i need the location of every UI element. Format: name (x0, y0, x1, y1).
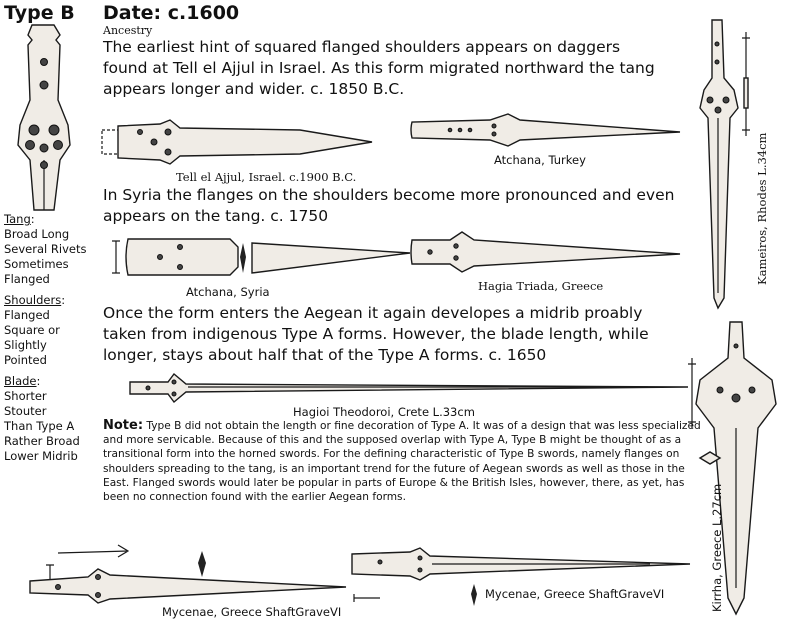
blade-line: Lower Midrib (4, 449, 78, 463)
type-title: Type B (4, 2, 75, 24)
paragraph-ancestry: The earliest hint of squared flanged shoulders appears on daggers found at Tell el Ajjul in Israel. As this form migrated northward the tang appears longer and wider. c. 1850 B.C. (103, 38, 655, 98)
blade-line: Than Type A (4, 419, 75, 433)
tang-line: Sometimes (4, 257, 69, 271)
shoulders-line: Flanged (4, 308, 50, 322)
caption-atchana-turkey: Atchana, Turkey (494, 153, 586, 167)
caption-mycenae-left: Mycenae, Greece ShaftGraveVI (162, 605, 342, 619)
blade-heading: Blade (4, 374, 37, 388)
caption-hagia-triada: Hagia Triada, Greece (478, 279, 604, 293)
note-text: Type B did not obtain the length or fine decoration of Type A. It was of a design that was less specialized and more servicable. Because of this and the supposed overlap with Type A, Type B might be thought of as a transitional form into the horned swords. For the defining characteristic of Type B swords, namely flanges on shoulders spreading to the tang, is an important trend for the future of Aegean swords as well as those in the East. Flanged swords would later be popular in parts of Europe & the British Isles, however, there, as yet, has been no connection found with the earlier Aegean forms. (103, 420, 701, 504)
kirrha-sword (680, 318, 790, 618)
note-label: Note: (103, 418, 144, 433)
caption-atchana-syria: Atchana, Syria (186, 285, 270, 299)
paragraph-aegean: Once the form enters the Aegean it again developes a midrib proably taken from indigenous Type A forms. However, the blade length, while longer, stays about half that of the Type A forms. c. 1650 (103, 304, 649, 364)
blade-line: Stouter (4, 404, 47, 418)
hagioi-theodoroi-sword (128, 370, 708, 406)
caption-kameiros: Kameiros, Rhodes L.34cm (755, 132, 769, 285)
caption-mycenae-right: Mycenae, Greece ShaftGraveVI (485, 587, 665, 601)
caption-kirrha: Kirrha, Greece L.27cm (710, 483, 724, 612)
shoulders-heading: Shoulders (4, 293, 62, 307)
ancestry-label: Ancestry (103, 24, 153, 37)
tang-heading: Tang (4, 212, 31, 226)
date-title: Date: c.1600 (103, 2, 240, 24)
atchana-turkey-dagger (410, 112, 690, 150)
note-block (103, 419, 703, 504)
hagia-triada-dagger (410, 228, 690, 278)
blade-line: Shorter (4, 389, 47, 403)
tang-line: Flanged (4, 272, 50, 286)
sidebar-characteristics: Tang: Broad Long Several Rivets Sometimes Flanged Shoulders: Flanged Square or Slightly Pointed Blade: Shorter Stouter Than Type A Rather Broad Lower Midrib (4, 212, 99, 464)
type-b-hilt-illustration (10, 20, 80, 215)
caption-hagioi-theodoroi: Hagioi Theodoroi, Crete L.33cm (293, 405, 475, 419)
mycenae-left-sword (28, 543, 348, 603)
paragraph-syria: In Syria the flanges on the shoulders become more pronounced and even appears on the tang. c. 1750 (103, 186, 675, 225)
blade-line: Rather Broad (4, 434, 80, 448)
caption-tell-el-ajjul: Tell el Ajjul, Israel. c.1900 B.C. (176, 170, 357, 184)
shoulders-line: Square or (4, 323, 60, 337)
tang-line: Several Rivets (4, 242, 87, 256)
tell-el-ajjul-dagger (100, 118, 380, 168)
atchana-syria-dagger (110, 233, 415, 281)
shoulders-line: Slightly (4, 338, 47, 352)
tang-line: Broad Long (4, 227, 70, 241)
shoulders-line: Pointed (4, 353, 47, 367)
